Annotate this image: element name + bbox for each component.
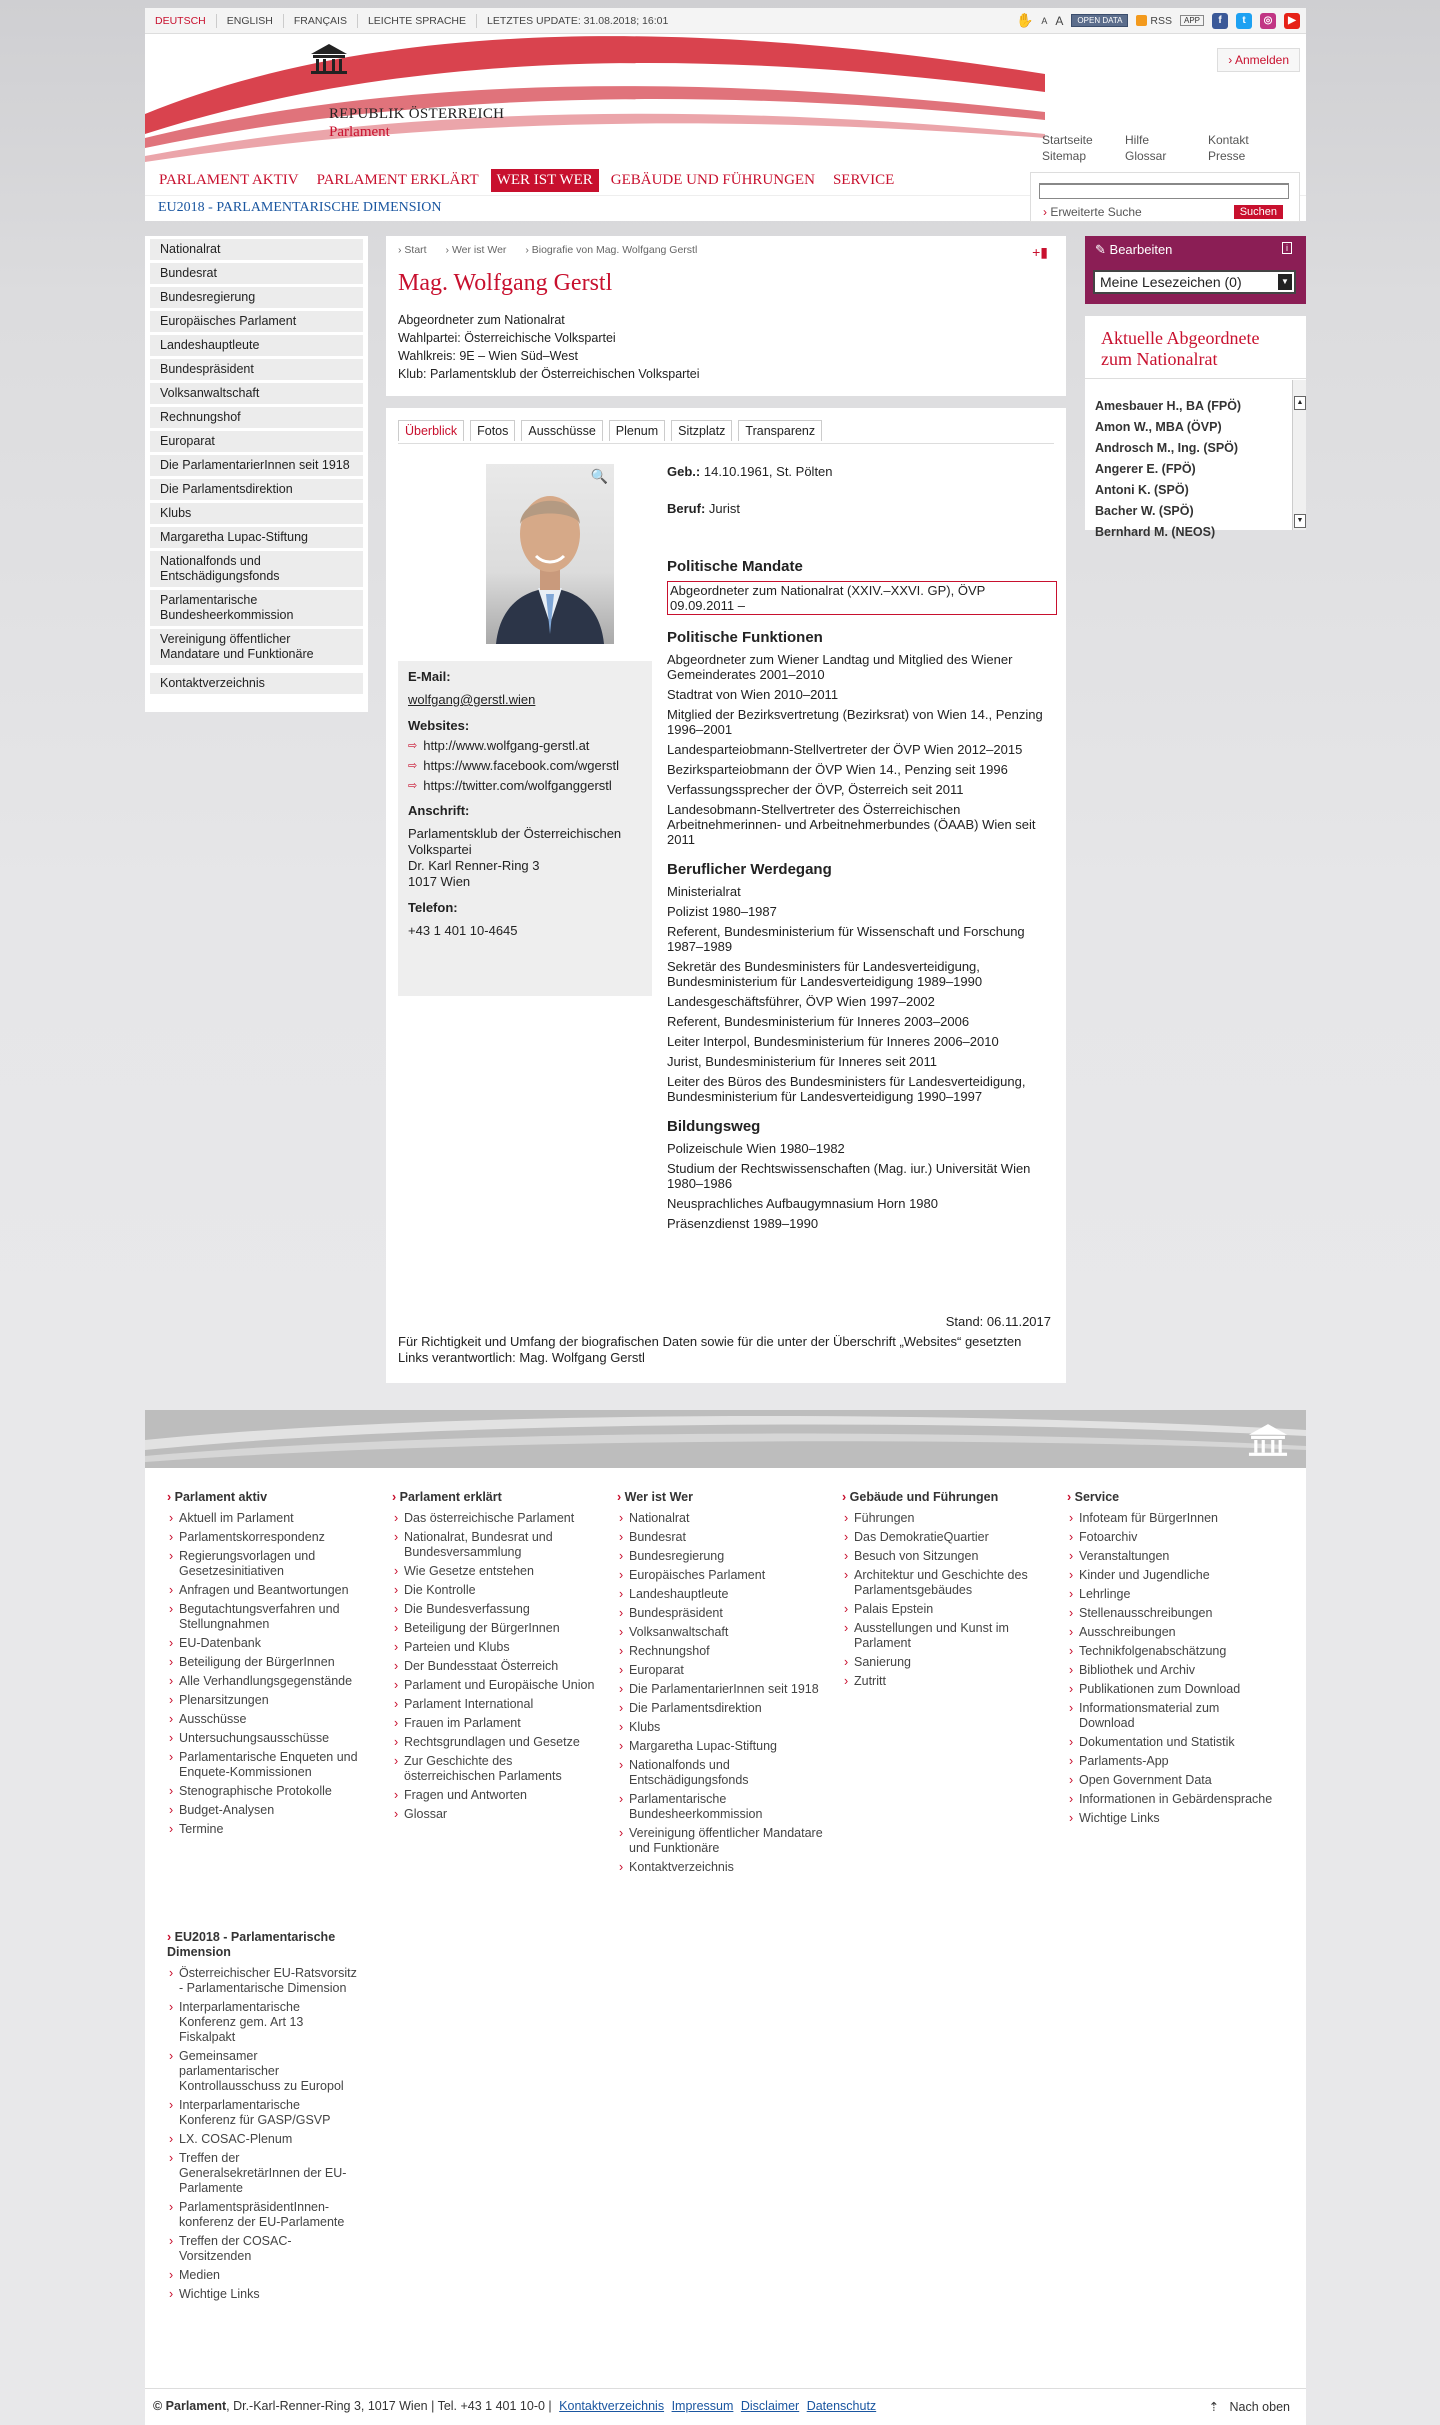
website-link[interactable] bbox=[408, 738, 642, 753]
email-link[interactable] bbox=[408, 692, 642, 708]
chevron-down-icon: ▼ bbox=[1278, 274, 1292, 290]
list-item: Neusprachliches Aufbaugymnasium Horn 1980 bbox=[667, 1196, 938, 1211]
leftnav-item[interactable]: Nationalrat bbox=[150, 239, 363, 260]
address-line: 1017 Wien bbox=[408, 874, 471, 889]
left-nav bbox=[145, 236, 368, 712]
leftnav-item[interactable]: Europarat bbox=[150, 431, 363, 452]
footer-link[interactable]: › Palais Epstein bbox=[842, 1602, 1052, 1617]
list-item: Landesgeschäftsführer, ÖVP Wien 1997–2002 bbox=[667, 994, 935, 1009]
quicklink-hilfe[interactable]: Hilfe bbox=[1125, 133, 1150, 147]
footer-link[interactable]: › Budget-Analysen bbox=[167, 1803, 377, 1818]
footer-link[interactable]: › Europäisches Parlament bbox=[617, 1568, 827, 1583]
footer-heading[interactable]: › Parlament erklärt bbox=[392, 1490, 602, 1505]
website-link[interactable] bbox=[408, 778, 642, 793]
app-button[interactable]: APP bbox=[1180, 15, 1204, 26]
footer-link[interactable]: › Parteien und Klubs bbox=[392, 1640, 602, 1655]
education-heading: Bildungsweg bbox=[667, 1118, 761, 1135]
member-link[interactable]: Amon W., MBA (ÖVP) bbox=[1095, 420, 1222, 434]
search-button[interactable]: Suchen bbox=[1234, 205, 1283, 219]
external-link-icon: ⇨ bbox=[408, 760, 418, 772]
email-value: wolfgang@gerstl.wien bbox=[408, 692, 536, 707]
footer-link[interactable]: › Zutritt bbox=[842, 1674, 1052, 1689]
footer-link[interactable]: › EU-Datenbank bbox=[167, 1636, 377, 1651]
leftnav-item[interactable]: Parlamentarische Bundesheerkommission bbox=[150, 590, 363, 626]
footer-link[interactable]: › Anfragen und Beantwortungen bbox=[167, 1583, 377, 1598]
current-members-box bbox=[1085, 316, 1306, 539]
list-item: Referent, Bundesministerium für Wissenschaft und Forschung 1987–1989 bbox=[667, 924, 1025, 954]
website-url: http://www.wolfgang-gerstl.at bbox=[423, 738, 590, 753]
meta-line: Wahlkreis: 9E – Wien Süd–West bbox=[398, 349, 578, 363]
nav-gebaeude[interactable]: GEBÄUDE UND FÜHRUNGEN bbox=[610, 171, 815, 188]
advanced-search-link[interactable]: › Erweiterte Suche bbox=[1043, 205, 1142, 219]
footer-link-impressum[interactable]: Impressum bbox=[671, 2399, 734, 2413]
profession-value: Jurist bbox=[708, 501, 740, 516]
tab-ueberblick[interactable]: Überblick bbox=[398, 420, 464, 441]
mandate-line: Abgeordneter zum Nationalrat (XXIV.–XXVI. GP), ÖVP bbox=[670, 583, 986, 598]
quicklinks-3 bbox=[1208, 132, 1249, 164]
footer-link[interactable]: › Informationsmaterial zum Download bbox=[1067, 1701, 1277, 1731]
functions-heading: Politische Funktionen bbox=[667, 629, 823, 646]
bookmarks-select[interactable] bbox=[1093, 270, 1296, 294]
font-small-button[interactable]: A bbox=[1041, 15, 1048, 26]
breadcrumb-current: › Biografie von Mag. Wolfgang Gerstl bbox=[525, 244, 698, 256]
footer-link[interactable]: › Regierungsvorlagen und Gesetzesinitiativen bbox=[167, 1549, 377, 1579]
footer-link[interactable]: › Open Government Data bbox=[1067, 1773, 1277, 1788]
quicklink-presse[interactable]: Presse bbox=[1208, 149, 1246, 163]
footer-link[interactable]: › Ausstellungen und Kunst im Parlament bbox=[842, 1621, 1052, 1651]
footer-link[interactable]: › Begutachtungsverfahren und Stellungnahmen bbox=[167, 1602, 377, 1632]
bookmark-add-icon[interactable]: +▮ bbox=[1032, 244, 1048, 260]
tab-fotos[interactable]: Fotos bbox=[470, 420, 515, 441]
footer-link[interactable]: › ParlamentspräsidentInnen-konferenz der EU-Parlamente bbox=[167, 2200, 357, 2230]
member-link[interactable]: Angerer E. (FPÖ) bbox=[1095, 462, 1196, 476]
footer-link[interactable]: › Architektur und Geschichte des Parlamentsgebäudes bbox=[842, 1568, 1052, 1598]
parliament-footer-icon bbox=[1240, 1422, 1296, 1461]
footer-link[interactable]: › Klubs bbox=[617, 1720, 827, 1735]
footer-link[interactable]: › Die ParlamentarierInnen seit 1918 bbox=[617, 1682, 827, 1697]
member-link[interactable]: Bacher W. (SPÖ) bbox=[1095, 504, 1194, 518]
scroll-up-icon[interactable]: ▲ bbox=[1294, 396, 1306, 410]
nav-wer-ist-wer[interactable]: WER IST WER bbox=[491, 169, 599, 192]
top-tools bbox=[1016, 12, 1306, 29]
footer-link[interactable]: › Ausschüsse bbox=[167, 1712, 377, 1727]
footer-link[interactable]: › Parlamentskorrespondenz bbox=[167, 1530, 377, 1545]
bookmarks-value: Meine Lesezeichen (0) bbox=[1100, 274, 1242, 290]
footer-link[interactable]: › Stellenausschreibungen bbox=[1067, 1606, 1277, 1621]
footer-link[interactable]: › Frauen im Parlament bbox=[392, 1716, 602, 1731]
quicklink-glossar[interactable]: Glossar bbox=[1125, 149, 1167, 163]
list-item: Verfassungssprecher der ÖVP, Österreich seit 2011 bbox=[667, 782, 964, 797]
bio-panel bbox=[386, 408, 1066, 1383]
zoom-icon[interactable]: 🔍 bbox=[590, 468, 608, 484]
footer-link[interactable]: › Interparlamentarische Konferenz gem. Art 13 Fiskalpakt bbox=[167, 2000, 357, 2045]
leftnav-item[interactable]: Nationalfonds und Entschädigungsfonds bbox=[150, 551, 363, 587]
footer-link[interactable]: › Glossar bbox=[392, 1807, 602, 1822]
footer-link[interactable]: › Österreichischer EU-Ratsvorsitz - Parlamentarische Dimension bbox=[167, 1966, 357, 1996]
footer-link[interactable]: › Medien bbox=[167, 2268, 357, 2283]
footer bbox=[145, 1468, 1306, 2388]
footer-link[interactable]: › Rechnungshof bbox=[617, 1644, 827, 1659]
quicklink-startseite[interactable]: Startseite bbox=[1042, 133, 1093, 147]
footer-col-parlament-erklaert bbox=[392, 1490, 602, 1826]
font-large-button[interactable]: A bbox=[1055, 13, 1064, 28]
open-data-button[interactable]: OPEN DATA bbox=[1071, 14, 1128, 27]
footer-link[interactable]: › Informationen in Gebärdensprache bbox=[1067, 1792, 1277, 1807]
scrollbar[interactable] bbox=[1292, 380, 1306, 530]
bio-details bbox=[667, 464, 1057, 1236]
breadcrumb-start[interactable]: › Start bbox=[398, 244, 427, 256]
birth-label: Geb.: bbox=[667, 464, 701, 479]
list-item: Bezirksparteiobmann der ÖVP Wien 14., Penzing seit 1996 bbox=[667, 762, 1008, 777]
footer-heading[interactable]: › Service bbox=[1067, 1490, 1277, 1505]
logo-line-1: REPUBLIK ÖSTERREICH bbox=[329, 106, 505, 122]
footer-link[interactable]: › Parlament und Europäische Union bbox=[392, 1678, 602, 1693]
footer-link[interactable]: › Ausschreibungen bbox=[1067, 1625, 1277, 1640]
meta-line: Klub: Parlamentsklub der Österreichischen Volkspartei bbox=[398, 367, 700, 381]
footer-link[interactable]: › Wichtige Links bbox=[1067, 1811, 1277, 1826]
list-item: Leiter Interpol, Bundesministerium für Inneres 2006–2010 bbox=[667, 1034, 999, 1049]
tab-transparenz[interactable]: Transparenz bbox=[738, 420, 822, 441]
email-heading: E-Mail: bbox=[408, 669, 451, 684]
mandate-heading: Politische Mandate bbox=[667, 558, 803, 575]
footer-arcs-graphic bbox=[145, 1410, 1306, 1468]
footer-link[interactable]: › Führungen bbox=[842, 1511, 1052, 1526]
footer-link[interactable]: › Fotoarchiv bbox=[1067, 1530, 1277, 1545]
birth-value: 14.10.1961, St. Pölten bbox=[703, 464, 833, 479]
breadcrumb bbox=[398, 244, 1054, 256]
edit-icon: ✎ bbox=[1095, 242, 1106, 257]
back-to-top-label: Nach oben bbox=[1229, 2400, 1290, 2414]
list-item: Landesobmann-Stellvertreter des Österreichischen Arbeitnehmerinnen- und Arbeitnehmerbundes (ÖAAB) Wien seit 2011 bbox=[667, 802, 1036, 847]
back-to-top-link[interactable] bbox=[1209, 2399, 1290, 2414]
lang-francais[interactable]: FRANÇAIS bbox=[284, 14, 358, 28]
website-url: https://www.facebook.com/wgerstl bbox=[423, 758, 620, 773]
header bbox=[145, 34, 1306, 165]
footer-link[interactable]: › Parlamentarische Enqueten und Enquete-Kommissionen bbox=[167, 1750, 377, 1780]
mandate-line: 09.09.2011 – bbox=[670, 598, 745, 613]
external-link-icon: ⇨ bbox=[408, 740, 418, 752]
list-item: Studium der Rechtswissenschaften (Mag. iur.) Universität Wien 1980–1986 bbox=[667, 1161, 1031, 1191]
advanced-search-label: Erweiterte Suche bbox=[1050, 205, 1142, 219]
footer-heading[interactable]: › Parlament aktiv bbox=[167, 1490, 377, 1505]
list-item: Stadtrat von Wien 2010–2011 bbox=[667, 687, 839, 702]
logo-line-2: Parlament bbox=[329, 124, 390, 140]
leftnav-item[interactable]: Bundesregierung bbox=[150, 287, 363, 308]
list-item: Mitglied der Bezirksvertretung (Bezirksrat) von Wien 14., Penzing 1996–2001 bbox=[667, 707, 1043, 737]
portrait-photo[interactable] bbox=[486, 464, 614, 644]
footer-link[interactable]: › Dokumentation und Statistik bbox=[1067, 1735, 1277, 1750]
footer-link[interactable]: › Volksanwaltschaft bbox=[617, 1625, 827, 1640]
footer-link[interactable]: › Bundespräsident bbox=[617, 1606, 827, 1621]
footer-link-disclaimer[interactable]: Disclaimer bbox=[740, 2399, 800, 2413]
footer-link[interactable]: › Kontaktverzeichnis bbox=[617, 1860, 827, 1875]
websites-heading: Websites: bbox=[408, 718, 470, 733]
footer-link[interactable]: › LX. COSAC-Plenum bbox=[167, 2132, 357, 2147]
footer-link[interactable]: › Gemeinsamer parlamentarischer Kontrollausschuss zu Europol bbox=[167, 2049, 357, 2094]
leftnav-item[interactable]: Die ParlamentarierInnen seit 1918 bbox=[150, 455, 363, 476]
footer-col-eu2018 bbox=[167, 1930, 357, 2306]
footer-heading[interactable]: › Wer ist Wer bbox=[617, 1490, 827, 1505]
footer-link[interactable]: › Margaretha Lupac-Stiftung bbox=[617, 1739, 827, 1754]
footer-link[interactable]: › Europarat bbox=[617, 1663, 827, 1678]
youtube-icon[interactable]: ▶ bbox=[1284, 13, 1300, 29]
footer-link[interactable]: › Interparlamentarische Konferenz für GASP/GSVP bbox=[167, 2098, 357, 2128]
footer-link[interactable]: › Parlament International bbox=[392, 1697, 602, 1712]
leftnav-item[interactable]: Vereinigung öffentlicher Mandatare und Funktionäre bbox=[150, 629, 363, 665]
footer-link[interactable]: › Untersuchungsausschüsse bbox=[167, 1731, 377, 1746]
list-item: Referent, Bundesministerium für Inneres 2003–2006 bbox=[667, 1014, 970, 1029]
profession-label: Beruf: bbox=[667, 501, 706, 516]
top-bar bbox=[145, 8, 1306, 34]
login-button[interactable]: › Anmelden bbox=[1217, 48, 1300, 72]
list-item: Polizeischule Wien 1980–1982 bbox=[667, 1141, 845, 1156]
rss-icon bbox=[1136, 15, 1147, 26]
address bbox=[408, 826, 642, 890]
footer-link[interactable]: › Sanierung bbox=[842, 1655, 1052, 1670]
breadcrumb-label: Biografie von Mag. Wolfgang Gerstl bbox=[531, 244, 698, 256]
search-input[interactable] bbox=[1039, 183, 1289, 199]
footer-link[interactable]: › Bundesrat bbox=[617, 1530, 827, 1545]
list-item: Polizist 1980–1987 bbox=[667, 904, 777, 919]
lang-english[interactable]: ENGLISH bbox=[217, 14, 284, 28]
info-icon[interactable]: i bbox=[1282, 242, 1292, 254]
footer-link-datenschutz[interactable]: Datenschutz bbox=[806, 2399, 877, 2413]
footer-link[interactable]: › Parlamentarische Bundesheerkommission bbox=[617, 1792, 827, 1822]
leftnav-item[interactable]: Volksanwaltschaft bbox=[150, 383, 363, 404]
footer-link[interactable]: › Alle Verhandlungsgegenstände bbox=[167, 1674, 377, 1689]
nav-parlament-erklaert[interactable]: PARLAMENT ERKLÄRT bbox=[316, 171, 479, 188]
edit-link[interactable] bbox=[1095, 242, 1296, 258]
list-item: Abgeordneter zum Wiener Landtag und Mitglied des Wiener Gemeinderates 2001–2010 bbox=[667, 652, 1013, 682]
footer-link[interactable]: › Die Kontrolle bbox=[392, 1583, 602, 1598]
edit-label: Bearbeiten bbox=[1109, 242, 1173, 257]
footer-link[interactable]: › Landeshauptleute bbox=[617, 1587, 827, 1602]
footer-link[interactable]: › Parlaments-App bbox=[1067, 1754, 1277, 1769]
footer-heading[interactable]: › Gebäude und Führungen bbox=[842, 1490, 1052, 1505]
member-link[interactable]: Androsch M., Ing. (SPÖ) bbox=[1095, 441, 1239, 455]
quicklink-sitemap[interactable]: Sitemap bbox=[1042, 149, 1087, 163]
nav-service[interactable]: SERVICE bbox=[832, 171, 895, 188]
footer-link[interactable]: › Die Parlamentsdirektion bbox=[617, 1701, 827, 1716]
leftnav-item[interactable]: Die Parlamentsdirektion bbox=[150, 479, 363, 500]
mandate-entry bbox=[667, 581, 1057, 615]
footer-link[interactable]: › Treffen der GeneralsekretärInnen der EU-Parlamente bbox=[167, 2151, 357, 2196]
rss-label: RSS bbox=[1150, 14, 1172, 27]
footer-link[interactable]: › Infoteam für BürgerInnen bbox=[1067, 1511, 1277, 1526]
footer-link[interactable]: › Termine bbox=[167, 1822, 377, 1837]
footer-link[interactable]: › Fragen und Antworten bbox=[392, 1788, 602, 1803]
footer-link[interactable]: › Das DemokratieQuartier bbox=[842, 1530, 1052, 1545]
external-link-icon: ⇨ bbox=[408, 780, 418, 792]
contact-box bbox=[398, 661, 652, 996]
address-line: Dr. Karl Renner-Ring 3 bbox=[408, 858, 540, 873]
tabs-divider bbox=[398, 443, 1054, 444]
footer-link[interactable]: › Treffen der COSAC-Vorsitzenden bbox=[167, 2234, 357, 2264]
footer-link[interactable]: › Technikfolgenabschätzung bbox=[1067, 1644, 1277, 1659]
arrow-up-icon: ⇡ bbox=[1208, 2400, 1220, 2414]
tab-ausschuesse[interactable]: Ausschüsse bbox=[521, 420, 602, 441]
list-item: Leiter des Büros des Bundesministers für Landesverteidigung, Bundesministerium für Landesverteidigung 1990–1997 bbox=[667, 1074, 1026, 1104]
page-title: Mag. Wolfgang Gerstl bbox=[398, 270, 613, 296]
leftnav-item[interactable]: Bundespräsident bbox=[150, 359, 363, 380]
footer-link[interactable]: › Der Bundesstaat Österreich bbox=[392, 1659, 602, 1674]
bio-tabs bbox=[398, 420, 822, 441]
header-arcs-graphic bbox=[145, 34, 1045, 165]
bookmark-box bbox=[1085, 236, 1306, 304]
address-line: Parlamentsklub der Österreichischen Volkspartei bbox=[408, 826, 622, 857]
facebook-icon[interactable]: f bbox=[1212, 13, 1228, 29]
footer-link[interactable]: › Veranstaltungen bbox=[1067, 1549, 1277, 1564]
footer-col-wer-ist-wer bbox=[617, 1490, 827, 1879]
footer-link[interactable]: › Publikationen zum Download bbox=[1067, 1682, 1277, 1697]
website-url: https://twitter.com/wolfganggerstl bbox=[423, 778, 612, 793]
scroll-down-icon[interactable]: ▼ bbox=[1294, 514, 1306, 528]
list-item: Landesparteiobmann-Stellvertreter der ÖVP Wien 2012–2015 bbox=[667, 742, 1023, 757]
list-item: Sekretär des Bundesministers für Landesverteidigung, Bundesministerium für Landesverteidigung 1989–1990 bbox=[667, 959, 983, 989]
footer-link[interactable]: › Nationalrat bbox=[617, 1511, 827, 1526]
leftnav-item[interactable]: Landeshauptleute bbox=[150, 335, 363, 356]
list-item: Ministerialrat bbox=[667, 884, 741, 899]
footer-link[interactable]: › Bibliothek und Archiv bbox=[1067, 1663, 1277, 1678]
leftnav-item[interactable]: Bundesrat bbox=[150, 263, 363, 284]
footer-address: , Dr.-Karl-Renner-Ring 3, 1017 Wien | Tel. +43 1 401 10-0 | bbox=[226, 2399, 552, 2413]
footer-link[interactable]: › Beteiligung der BürgerInnen bbox=[392, 1621, 602, 1636]
website-link[interactable] bbox=[408, 758, 642, 773]
member-link[interactable]: Amesbauer H., BA (FPÖ) bbox=[1095, 399, 1242, 413]
lang-leichte-sprache[interactable]: LEICHTE SPRACHE bbox=[358, 14, 477, 28]
meta-line: Wahlpartei: Österreichische Volkspartei bbox=[398, 331, 616, 345]
phone-value: +43 1 401 10-4645 bbox=[408, 923, 518, 938]
breadcrumb-label: Start bbox=[404, 244, 427, 256]
responsibility-note: Für Richtigkeit und Umfang der biografischen Daten sowie für die unter der Überschrift „Websites“ gesetzten Links verantwortlich: Mag. Wolfgang Gerstl bbox=[398, 1334, 1022, 1365]
footer-link[interactable]: › Plenarsitzungen bbox=[167, 1693, 377, 1708]
leftnav-item[interactable]: Kontaktverzeichnis bbox=[150, 673, 363, 694]
phone-heading: Telefon: bbox=[408, 900, 458, 915]
leftnav-item[interactable]: Rechnungshof bbox=[150, 407, 363, 428]
footer-link[interactable]: › Das österreichische Parlament bbox=[392, 1511, 602, 1526]
footer-link[interactable]: › Zur Geschichte des österreichischen Parlaments bbox=[392, 1754, 602, 1784]
leftnav-item[interactable]: Europäisches Parlament bbox=[150, 311, 363, 332]
lang-deutsch[interactable]: DEUTSCH bbox=[145, 14, 217, 28]
quicklinks-1 bbox=[1042, 132, 1093, 164]
sign-language-icon[interactable]: ✋ bbox=[1015, 12, 1034, 28]
footer-link[interactable]: › Stenographische Protokolle bbox=[167, 1784, 377, 1799]
footer-link[interactable]: › Wie Gesetze entstehen bbox=[392, 1564, 602, 1579]
footer-link[interactable]: › Nationalrat, Bundesrat und Bundesversammlung bbox=[392, 1530, 602, 1560]
breadcrumb-label: Wer ist Wer bbox=[451, 244, 507, 256]
footer-link[interactable]: › Vereinigung öffentlicher Mandatare und Funktionäre bbox=[617, 1826, 827, 1856]
current-members-title: Aktuelle Abgeordnete zum Nationalrat bbox=[1101, 328, 1260, 369]
address-heading: Anschrift: bbox=[408, 803, 470, 818]
twitter-icon[interactable]: t bbox=[1236, 13, 1252, 29]
list-item: Jurist, Bundesministerium für Inneres seit 2011 bbox=[667, 1054, 937, 1069]
instagram-icon[interactable]: ◎ bbox=[1260, 13, 1276, 29]
footer-heading[interactable]: › EU2018 - Parlamentarische Dimension bbox=[167, 1930, 357, 1960]
quicklink-kontakt[interactable]: Kontakt bbox=[1208, 133, 1249, 147]
footer-col-gebaeude bbox=[842, 1490, 1052, 1693]
footer-link[interactable]: › Die Bundesverfassung bbox=[392, 1602, 602, 1617]
member-link[interactable]: Bernhard M. (NEOS) bbox=[1095, 525, 1216, 539]
footer-link[interactable]: › Kinder und Jugendliche bbox=[1067, 1568, 1277, 1583]
birth-info bbox=[667, 464, 1057, 479]
breadcrumb-wer-ist-wer[interactable]: › Wer ist Wer bbox=[445, 244, 507, 256]
career-heading: Beruflicher Werdegang bbox=[667, 861, 832, 878]
member-link[interactable]: Antoni K. (SPÖ) bbox=[1095, 483, 1189, 497]
footer-link[interactable]: › Wichtige Links bbox=[167, 2287, 357, 2302]
bottom-bar bbox=[145, 2388, 1306, 2425]
logo-text[interactable] bbox=[329, 106, 504, 141]
divider bbox=[1085, 378, 1306, 379]
footer-link[interactable]: › Rechtsgrundlagen und Gesetze bbox=[392, 1735, 602, 1750]
leftnav-item[interactable]: Klubs bbox=[150, 503, 363, 524]
footer-link[interactable]: › Beteiligung der BürgerInnen bbox=[167, 1655, 377, 1670]
footer-link[interactable]: › Aktuell im Parlament bbox=[167, 1511, 377, 1526]
nav-eu2018[interactable]: EU2018 - PARLAMENTARISCHE DIMENSION bbox=[158, 200, 442, 215]
meta-line: Abgeordneter zum Nationalrat bbox=[398, 313, 565, 327]
search-box bbox=[1030, 172, 1300, 222]
bio-header bbox=[386, 236, 1066, 396]
copyright: © Parlament bbox=[153, 2399, 227, 2413]
stand-date: Stand: 06.11.2017 bbox=[945, 1314, 1051, 1329]
last-update: LETZTES UPDATE: 31.08.2018; 16:01 bbox=[487, 14, 669, 27]
footer-link[interactable]: › Besuch von Sitzungen bbox=[842, 1549, 1052, 1564]
footer-col-parlament-aktiv bbox=[167, 1490, 377, 1841]
list-item: Präsenzdienst 1989–1990 bbox=[667, 1216, 819, 1231]
tab-plenum[interactable]: Plenum bbox=[609, 420, 665, 441]
tab-sitzplatz[interactable]: Sitzplatz bbox=[671, 420, 732, 441]
footer-link[interactable]: › Nationalfonds und Entschädigungsfonds bbox=[617, 1758, 827, 1788]
login-label: Anmelden bbox=[1234, 53, 1289, 67]
parliament-logo-icon[interactable] bbox=[307, 42, 351, 76]
leftnav-item[interactable]: Margaretha Lupac-Stiftung bbox=[150, 527, 363, 548]
member-list bbox=[1095, 396, 1241, 543]
footer-band bbox=[145, 1410, 1306, 1468]
footer-link-kontaktverzeichnis[interactable]: Kontaktverzeichnis bbox=[559, 2399, 665, 2413]
nav-parlament-aktiv[interactable]: PARLAMENT AKTIV bbox=[159, 171, 299, 188]
rss-link[interactable] bbox=[1136, 15, 1172, 27]
footer-link[interactable]: › Bundesregierung bbox=[617, 1549, 827, 1564]
footer-link[interactable]: › Lehrlinge bbox=[1067, 1587, 1277, 1602]
quicklinks-2 bbox=[1125, 132, 1166, 164]
person-meta bbox=[398, 311, 1054, 383]
profession-info bbox=[667, 501, 1057, 516]
footer-col-service bbox=[1067, 1490, 1277, 1830]
